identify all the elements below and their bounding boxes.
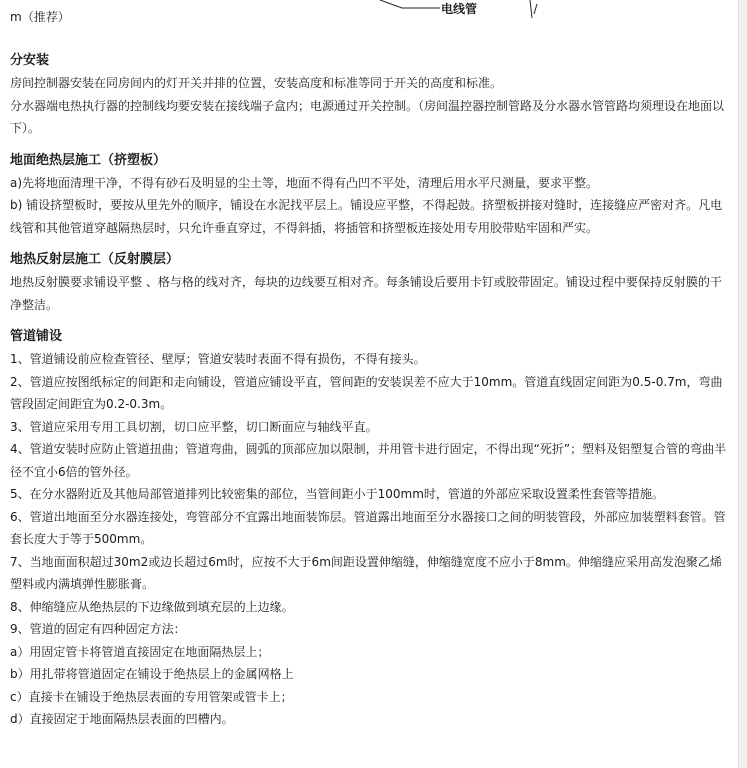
list-item: c）直接卡在铺设于绝热层表面的专用管架或管卡上；	[10, 689, 293, 704]
paragraph: b) 铺设挤塑板时，要按从里先外的顺序，铺设在水泥找平层上。铺设应平整，不得起鼓。挤塑板拼接对缝时，连接缝应严密对齐。凡电线管和其他管道穿越隔热层时，只允许垂直穿过，不得斜插，将插管和挤塑板连接处用专用胶带贴牢固和严实。	[10, 198, 723, 235]
list-item: 3、管道应采用专用工具切割，切口应平整，切口断面应与轴线平直。	[10, 419, 378, 434]
paragraph: 房间控制器安装在同房间内的灯开关并排的位置，安装高度和标准等同于开关的高度和标准。	[10, 76, 503, 90]
top-note: m（推荐）	[10, 10, 70, 24]
section-heading: 管道铺设	[10, 329, 63, 344]
list-item: 9、管道的固定有四种固定方法：	[10, 622, 186, 636]
list-item: 5、在分水器附近及其他局部管道排列比较密集的部位，当管间距小于100mm时，管道的外部应采取设置柔性套管等措施。	[10, 487, 664, 501]
paragraph: 分水器端电热执行器的控制线均要安装在接线端子盒内；电源通过开关控制。（房间温控器控制管路及分水器水管管路均须理设在地面以下）。	[10, 98, 725, 135]
list-item: 4、管道安装时应防止管道扭曲；管道弯曲，圆弧的顶部应加以限制，并用管卡进行固定，不得出现“死折”；塑料及铝塑复合管的弯曲半径不宜小6倍的管外径。	[10, 442, 727, 479]
list-item: 7、当地面面积超过30m2或边长超过6m时，应按不大于6m间距设置伸缩缝，伸缩缝宽度不应小于8mm。伸缩缝应采用高发泡聚乙烯塑料或内满填弹性膨胀膏。	[10, 554, 722, 591]
section-pipe-laying	[10, 326, 732, 731]
paragraph: a)先将地面清理干净，不得有砂石及明显的尘土等，地面不得有凸凹不平处，清理后用水平尺测量，要求平整。	[10, 175, 599, 190]
list-item: 2、管道应按图纸标定的间距和走向铺设，管道应铺设平直，管间距的安装误差不应大于10mm。管道直线固定间距为0.5-0.7m，弯曲管段固定间距宜为0.2-0.3m。	[10, 374, 723, 411]
list-item: d）直接固定于地面隔热层表面的凹槽内。	[10, 712, 234, 726]
list-item: 8、伸缩缝应从绝热层的下边缘做到填充层的上边缘。	[10, 599, 294, 614]
list-item: 6、管道出地面至分水器连接处，弯管部分不宜露出地面装饰层。管道露出地面至分水器接口之间的明装管段，外部应加装塑料套管。管套长度大于等于500mm。	[10, 509, 726, 546]
list-item: a）用固定管卡将管道直接固定在地面隔热层上；	[10, 644, 270, 659]
section-insulation-layer	[10, 150, 732, 240]
list-item: b）用扎带将管道固定在铺设于绝热层上的金属网格上	[10, 667, 294, 681]
paragraph: 地热反射膜要求铺设平整 、格与格的线对齐，每块的边线要互相对齐。每条铺设后要用卡钉或胶带固定。铺设过程中要保持反射膜的干净整洁。	[10, 275, 722, 312]
document-body	[10, 50, 732, 731]
section-heading: 地热反射层施工（反射膜层）	[10, 252, 180, 267]
diagram-label-conduit: 电线管	[441, 2, 478, 16]
section-reflective-layer	[10, 249, 732, 316]
section-installation	[10, 50, 732, 140]
scrollbar[interactable]	[738, 0, 747, 768]
section-heading: 地面绝热层施工（挤塑板）	[10, 152, 167, 168]
section-heading: 分安装	[10, 53, 50, 68]
list-item: 1、管道铺设前应检查管径、壁厚；管道安装时表面不得有损伤，不得有接头。	[10, 352, 426, 366]
